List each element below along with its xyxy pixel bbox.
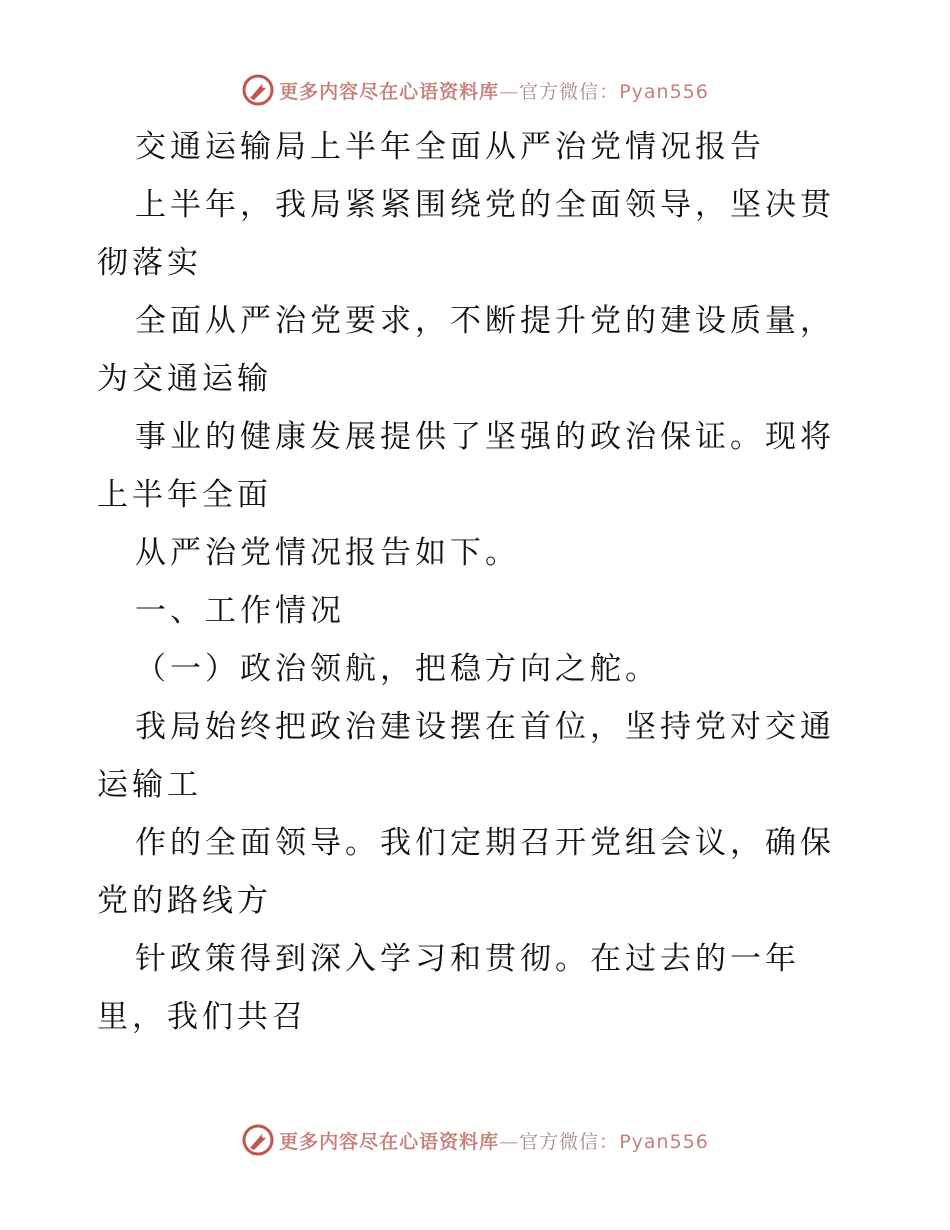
watermark-text	[279, 77, 709, 104]
paragraph: 事业的健康发展提供了坚强的政治保证。现将上半年全面	[97, 419, 835, 513]
watermark-text	[279, 1127, 709, 1154]
watermark-dash: —	[499, 80, 520, 103]
section-heading: 一、工作情况	[135, 593, 345, 629]
watermark-dash: —	[499, 1130, 520, 1153]
paragraph: 针政策得到深入学习和贯彻。在过去的一年里，我们共召	[97, 941, 800, 1035]
document-body	[97, 118, 857, 1046]
pen-nib-logo-icon	[241, 73, 275, 107]
header-watermark	[0, 70, 950, 110]
watermark-wechat-label: 官方微信：	[519, 80, 620, 103]
watermark-wechat-id: Pyan556	[619, 1130, 709, 1153]
watermark-brand: 更多内容尽在心语资料库	[279, 80, 500, 103]
paragraph: 作的全面领导。我们定期召开党组会议，确保党的路线方	[97, 825, 835, 919]
watermark-wechat-label: 官方微信：	[519, 1130, 620, 1153]
subsection-heading: （一）政治领航，把稳方向之舵。	[135, 651, 660, 687]
footer-watermark	[0, 1120, 950, 1160]
watermark-brand: 更多内容尽在心语资料库	[279, 1130, 500, 1153]
document-title: 交通运输局上半年全面从严治党情况报告	[135, 129, 765, 165]
paragraph: 上半年，我局紧紧围绕党的全面领导，坚决贯彻落实	[97, 187, 835, 281]
paragraph: 全面从严治党要求，不断提升党的建设质量，为交通运输	[97, 303, 835, 397]
paragraph: 我局始终把政治建设摆在首位，坚持党对交通运输工	[97, 709, 835, 803]
watermark-wechat-id: Pyan556	[619, 80, 709, 103]
paragraph: 从严治党情况报告如下。	[135, 535, 520, 571]
pen-nib-logo-icon	[241, 1123, 275, 1157]
